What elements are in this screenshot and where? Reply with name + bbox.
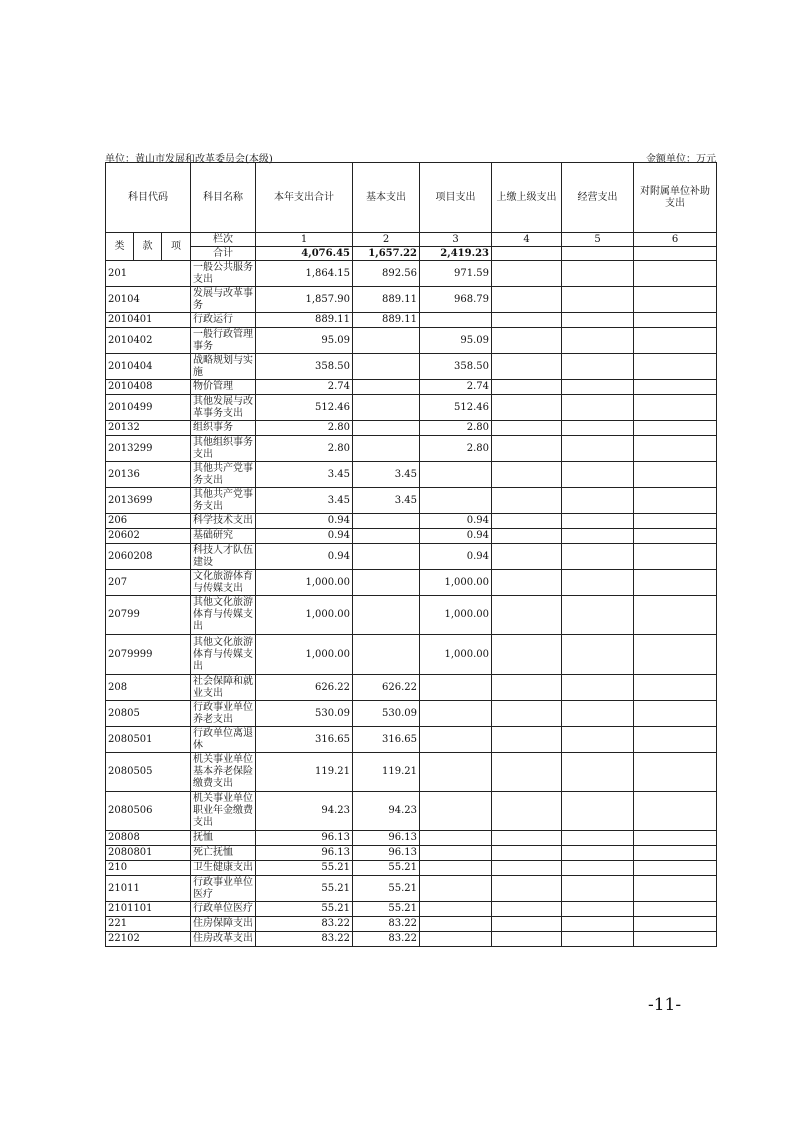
row-subsidy bbox=[634, 596, 717, 635]
table-row bbox=[106, 635, 717, 675]
row-name: 其他文化旅游体育与传媒支出 bbox=[191, 596, 256, 635]
row-subsidy bbox=[634, 328, 717, 354]
header-row bbox=[106, 163, 717, 233]
row-project bbox=[420, 753, 492, 792]
row-code: 22102 bbox=[106, 932, 191, 947]
row-operating bbox=[562, 395, 634, 421]
row-basic bbox=[353, 635, 420, 675]
row-code: 221 bbox=[106, 917, 191, 932]
row-total: 2.80 bbox=[256, 421, 353, 436]
row-upper bbox=[492, 570, 562, 596]
row-upper bbox=[492, 727, 562, 753]
row-name: 行政单位医疗 bbox=[191, 902, 256, 917]
row-basic: 889.11 bbox=[353, 313, 420, 328]
row-operating bbox=[562, 514, 634, 529]
row-name: 住房保障支出 bbox=[191, 917, 256, 932]
row-project: 95.09 bbox=[420, 328, 492, 354]
row-name: 科技人才队伍建设 bbox=[191, 544, 256, 570]
row-project: 968.79 bbox=[420, 287, 492, 313]
table-row bbox=[106, 395, 717, 421]
table-row bbox=[106, 846, 717, 861]
row-project: 971.59 bbox=[420, 261, 492, 287]
table-row bbox=[106, 488, 717, 514]
header-project: 项目支出 bbox=[420, 163, 492, 233]
row-operating bbox=[562, 635, 634, 675]
row-code: 20805 bbox=[106, 701, 191, 727]
row-name: 其他文化旅游体育与传媒支出 bbox=[191, 635, 256, 675]
row-project: 0.94 bbox=[420, 514, 492, 529]
row-basic: 96.13 bbox=[353, 846, 420, 861]
row-project bbox=[420, 488, 492, 514]
table-row bbox=[106, 436, 717, 462]
column-index-row bbox=[106, 233, 717, 247]
row-code: 20808 bbox=[106, 831, 191, 846]
row-total: 0.94 bbox=[256, 514, 353, 529]
row-subsidy bbox=[634, 932, 717, 947]
row-operating bbox=[562, 917, 634, 932]
row-project: 1,000.00 bbox=[420, 596, 492, 635]
row-total: 2.74 bbox=[256, 380, 353, 395]
row-basic: 892.56 bbox=[353, 261, 420, 287]
row-subsidy bbox=[634, 570, 717, 596]
row-code: 201 bbox=[106, 261, 191, 287]
row-code: 20602 bbox=[106, 529, 191, 544]
row-subsidy bbox=[634, 421, 717, 436]
row-subsidy bbox=[634, 831, 717, 846]
row-name: 死亡抚恤 bbox=[191, 846, 256, 861]
row-name: 发展与改革事务 bbox=[191, 287, 256, 313]
row-basic bbox=[353, 421, 420, 436]
row-operating bbox=[562, 287, 634, 313]
row-total: 3.45 bbox=[256, 462, 353, 488]
row-upper bbox=[492, 861, 562, 876]
row-subsidy bbox=[634, 462, 717, 488]
row-subsidy bbox=[634, 544, 717, 570]
header-subsidy: 对附属单位补助支出 bbox=[634, 163, 717, 233]
row-basic bbox=[353, 395, 420, 421]
row-upper bbox=[492, 792, 562, 831]
row-operating bbox=[562, 380, 634, 395]
row-name: 一般行政管理事务 bbox=[191, 328, 256, 354]
row-total: 626.22 bbox=[256, 675, 353, 701]
row-project bbox=[420, 313, 492, 328]
row-code: 2080506 bbox=[106, 792, 191, 831]
row-basic: 3.45 bbox=[353, 488, 420, 514]
row-basic: 316.65 bbox=[353, 727, 420, 753]
row-total: 2.80 bbox=[256, 436, 353, 462]
table-row bbox=[106, 917, 717, 932]
column-index: 5 bbox=[562, 233, 634, 247]
row-name: 科学技术支出 bbox=[191, 514, 256, 529]
row-operating bbox=[562, 436, 634, 462]
row-code: 2079999 bbox=[106, 635, 191, 675]
row-basic: 626.22 bbox=[353, 675, 420, 701]
row-operating bbox=[562, 831, 634, 846]
row-project: 0.94 bbox=[420, 544, 492, 570]
row-project bbox=[420, 727, 492, 753]
row-name: 机关事业单位职业年金缴费支出 bbox=[191, 792, 256, 831]
total-label: 合计 bbox=[191, 247, 256, 261]
row-subsidy bbox=[634, 753, 717, 792]
row-total: 119.21 bbox=[256, 753, 353, 792]
table-row bbox=[106, 380, 717, 395]
row-operating bbox=[562, 876, 634, 902]
row-upper bbox=[492, 313, 562, 328]
row-operating bbox=[562, 421, 634, 436]
header-kuan: 款 bbox=[134, 233, 162, 261]
row-code: 2060208 bbox=[106, 544, 191, 570]
row-basic: 55.21 bbox=[353, 902, 420, 917]
row-project bbox=[420, 932, 492, 947]
total-value: 1,657.22 bbox=[353, 247, 420, 261]
row-operating bbox=[562, 701, 634, 727]
row-upper bbox=[492, 395, 562, 421]
row-project bbox=[420, 902, 492, 917]
row-subsidy bbox=[634, 902, 717, 917]
row-basic bbox=[353, 380, 420, 395]
row-basic: 889.11 bbox=[353, 287, 420, 313]
header-basic: 基本支出 bbox=[353, 163, 420, 233]
row-name: 行政单位离退休 bbox=[191, 727, 256, 753]
row-name: 行政事业单位医疗 bbox=[191, 876, 256, 902]
row-subsidy bbox=[634, 529, 717, 544]
row-code: 208 bbox=[106, 675, 191, 701]
row-code: 2080501 bbox=[106, 727, 191, 753]
row-subsidy bbox=[634, 701, 717, 727]
header-operating: 经营支出 bbox=[562, 163, 634, 233]
row-upper bbox=[492, 675, 562, 701]
column-index: 2 bbox=[353, 233, 420, 247]
row-name: 基础研究 bbox=[191, 529, 256, 544]
row-upper bbox=[492, 635, 562, 675]
row-total: 1,000.00 bbox=[256, 596, 353, 635]
row-total: 1,864.15 bbox=[256, 261, 353, 287]
header-xiang: 项 bbox=[162, 233, 191, 261]
row-project bbox=[420, 917, 492, 932]
table-row bbox=[106, 701, 717, 727]
row-operating bbox=[562, 596, 634, 635]
table-row bbox=[106, 596, 717, 635]
row-operating bbox=[562, 313, 634, 328]
row-project bbox=[420, 792, 492, 831]
row-project: 1,000.00 bbox=[420, 635, 492, 675]
amount-unit: 金额单位：万元 bbox=[646, 154, 716, 165]
row-project: 358.50 bbox=[420, 354, 492, 380]
total-row bbox=[106, 247, 717, 261]
row-code: 2010402 bbox=[106, 328, 191, 354]
row-total: 0.94 bbox=[256, 529, 353, 544]
row-operating bbox=[562, 753, 634, 792]
row-upper bbox=[492, 596, 562, 635]
row-upper bbox=[492, 354, 562, 380]
row-name: 住房改革支出 bbox=[191, 932, 256, 947]
row-basic bbox=[353, 596, 420, 635]
header-total: 本年支出合计 bbox=[256, 163, 353, 233]
row-name: 组织事务 bbox=[191, 421, 256, 436]
row-name: 其他共产党事务支出 bbox=[191, 462, 256, 488]
row-project: 2.80 bbox=[420, 421, 492, 436]
table-row bbox=[106, 902, 717, 917]
row-name: 物价管理 bbox=[191, 380, 256, 395]
row-project: 0.94 bbox=[420, 529, 492, 544]
total-value bbox=[562, 247, 634, 261]
header-name: 科目名称 bbox=[191, 163, 256, 233]
row-basic bbox=[353, 436, 420, 462]
row-code: 20136 bbox=[106, 462, 191, 488]
table-row bbox=[106, 861, 717, 876]
row-project bbox=[420, 861, 492, 876]
row-subsidy bbox=[634, 917, 717, 932]
row-code: 2010408 bbox=[106, 380, 191, 395]
total-value: 4,076.45 bbox=[256, 247, 353, 261]
table-row bbox=[106, 328, 717, 354]
row-code: 2080801 bbox=[106, 846, 191, 861]
row-operating bbox=[562, 792, 634, 831]
row-subsidy bbox=[634, 635, 717, 675]
row-project bbox=[420, 846, 492, 861]
row-project bbox=[420, 831, 492, 846]
row-name: 卫生健康支出 bbox=[191, 861, 256, 876]
row-upper bbox=[492, 876, 562, 902]
row-code: 2080505 bbox=[106, 753, 191, 792]
row-operating bbox=[562, 727, 634, 753]
row-code: 20799 bbox=[106, 596, 191, 635]
row-operating bbox=[562, 932, 634, 947]
row-total: 0.94 bbox=[256, 544, 353, 570]
row-subsidy bbox=[634, 354, 717, 380]
row-upper bbox=[492, 529, 562, 544]
row-total: 358.50 bbox=[256, 354, 353, 380]
table-row bbox=[106, 462, 717, 488]
row-subsidy bbox=[634, 727, 717, 753]
row-upper bbox=[492, 514, 562, 529]
row-upper bbox=[492, 462, 562, 488]
row-name: 机关事业单位基本养老保险缴费支出 bbox=[191, 753, 256, 792]
row-operating bbox=[562, 462, 634, 488]
row-subsidy bbox=[634, 675, 717, 701]
table-row bbox=[106, 313, 717, 328]
column-index-label: 栏次 bbox=[191, 233, 256, 247]
table-row bbox=[106, 792, 717, 831]
row-subsidy bbox=[634, 287, 717, 313]
row-operating bbox=[562, 544, 634, 570]
row-name: 战略规划与实施 bbox=[191, 354, 256, 380]
table-row bbox=[106, 727, 717, 753]
row-basic bbox=[353, 570, 420, 596]
table-row bbox=[106, 570, 717, 596]
row-total: 316.65 bbox=[256, 727, 353, 753]
row-code: 2101101 bbox=[106, 902, 191, 917]
row-code: 2013699 bbox=[106, 488, 191, 514]
row-upper bbox=[492, 831, 562, 846]
row-name: 其他共产党事务支出 bbox=[191, 488, 256, 514]
table-row bbox=[106, 354, 717, 380]
header-lei: 类 bbox=[106, 233, 134, 261]
row-total: 83.22 bbox=[256, 932, 353, 947]
table-row bbox=[106, 932, 717, 947]
row-name: 其他组织事务支出 bbox=[191, 436, 256, 462]
row-total: 96.13 bbox=[256, 846, 353, 861]
column-index: 6 bbox=[634, 233, 717, 247]
row-project bbox=[420, 462, 492, 488]
row-total: 95.09 bbox=[256, 328, 353, 354]
row-project bbox=[420, 675, 492, 701]
column-index: 1 bbox=[256, 233, 353, 247]
table-row bbox=[106, 544, 717, 570]
table-row bbox=[106, 421, 717, 436]
row-upper bbox=[492, 488, 562, 514]
row-upper bbox=[492, 701, 562, 727]
row-basic: 94.23 bbox=[353, 792, 420, 831]
table-row bbox=[106, 514, 717, 529]
row-code: 20132 bbox=[106, 421, 191, 436]
row-total: 1,857.90 bbox=[256, 287, 353, 313]
row-basic: 83.22 bbox=[353, 932, 420, 947]
row-basic bbox=[353, 328, 420, 354]
row-upper bbox=[492, 421, 562, 436]
row-project: 2.74 bbox=[420, 380, 492, 395]
row-subsidy bbox=[634, 861, 717, 876]
row-project: 1,000.00 bbox=[420, 570, 492, 596]
row-total: 83.22 bbox=[256, 917, 353, 932]
column-index: 4 bbox=[492, 233, 562, 247]
row-subsidy bbox=[634, 436, 717, 462]
row-basic: 530.09 bbox=[353, 701, 420, 727]
row-operating bbox=[562, 570, 634, 596]
row-upper bbox=[492, 932, 562, 947]
table-row bbox=[106, 261, 717, 287]
row-total: 55.21 bbox=[256, 876, 353, 902]
total-value bbox=[492, 247, 562, 261]
row-basic bbox=[353, 514, 420, 529]
row-project: 2.80 bbox=[420, 436, 492, 462]
row-operating bbox=[562, 354, 634, 380]
row-total: 55.21 bbox=[256, 902, 353, 917]
row-upper bbox=[492, 328, 562, 354]
row-operating bbox=[562, 861, 634, 876]
row-upper bbox=[492, 380, 562, 395]
row-total: 1,000.00 bbox=[256, 570, 353, 596]
total-value: 2,419.23 bbox=[420, 247, 492, 261]
row-total: 94.23 bbox=[256, 792, 353, 831]
row-upper bbox=[492, 544, 562, 570]
row-basic: 83.22 bbox=[353, 917, 420, 932]
row-total: 1,000.00 bbox=[256, 635, 353, 675]
row-upper bbox=[492, 902, 562, 917]
row-basic bbox=[353, 529, 420, 544]
row-subsidy bbox=[634, 846, 717, 861]
row-basic bbox=[353, 354, 420, 380]
row-name: 其他发展与改革事务支出 bbox=[191, 395, 256, 421]
row-subsidy bbox=[634, 261, 717, 287]
row-basic: 119.21 bbox=[353, 753, 420, 792]
row-operating bbox=[562, 488, 634, 514]
header-code: 科目代码 bbox=[106, 163, 191, 233]
row-code: 21011 bbox=[106, 876, 191, 902]
row-basic: 55.21 bbox=[353, 861, 420, 876]
row-operating bbox=[562, 902, 634, 917]
row-upper bbox=[492, 846, 562, 861]
row-upper bbox=[492, 287, 562, 313]
row-total: 530.09 bbox=[256, 701, 353, 727]
row-project: 512.46 bbox=[420, 395, 492, 421]
total-value bbox=[634, 247, 717, 261]
column-index: 3 bbox=[420, 233, 492, 247]
row-basic: 96.13 bbox=[353, 831, 420, 846]
row-total: 3.45 bbox=[256, 488, 353, 514]
row-project bbox=[420, 701, 492, 727]
row-code: 20104 bbox=[106, 287, 191, 313]
header-upper: 上缴上级支出 bbox=[492, 163, 562, 233]
row-subsidy bbox=[634, 380, 717, 395]
row-total: 512.46 bbox=[256, 395, 353, 421]
row-total: 55.21 bbox=[256, 861, 353, 876]
table-row bbox=[106, 287, 717, 313]
table-row bbox=[106, 529, 717, 544]
row-subsidy bbox=[634, 876, 717, 902]
row-code: 2013299 bbox=[106, 436, 191, 462]
row-operating bbox=[562, 261, 634, 287]
row-total: 889.11 bbox=[256, 313, 353, 328]
row-subsidy bbox=[634, 792, 717, 831]
row-basic: 3.45 bbox=[353, 462, 420, 488]
page-number: -11- bbox=[648, 995, 682, 1015]
row-subsidy bbox=[634, 488, 717, 514]
row-name: 一般公共服务支出 bbox=[191, 261, 256, 287]
row-upper bbox=[492, 436, 562, 462]
row-code: 2010401 bbox=[106, 313, 191, 328]
row-code: 210 bbox=[106, 861, 191, 876]
row-code: 206 bbox=[106, 514, 191, 529]
row-operating bbox=[562, 328, 634, 354]
row-upper bbox=[492, 917, 562, 932]
table-row bbox=[106, 675, 717, 701]
row-operating bbox=[562, 675, 634, 701]
row-operating bbox=[562, 846, 634, 861]
row-basic: 55.21 bbox=[353, 876, 420, 902]
table-row bbox=[106, 753, 717, 792]
row-upper bbox=[492, 261, 562, 287]
table-row bbox=[106, 831, 717, 846]
expenditure-table bbox=[105, 162, 717, 947]
row-upper bbox=[492, 753, 562, 792]
row-name: 行政事业单位养老支出 bbox=[191, 701, 256, 727]
row-code: 2010404 bbox=[106, 354, 191, 380]
reporting-unit: 单位：黄山市发展和改革委员会(本级) bbox=[105, 154, 273, 165]
row-total: 96.13 bbox=[256, 831, 353, 846]
table-row bbox=[106, 876, 717, 902]
row-name: 抚恤 bbox=[191, 831, 256, 846]
row-operating bbox=[562, 529, 634, 544]
row-code: 2010499 bbox=[106, 395, 191, 421]
row-name: 行政运行 bbox=[191, 313, 256, 328]
row-name: 社会保障和就业支出 bbox=[191, 675, 256, 701]
row-basic bbox=[353, 544, 420, 570]
row-subsidy bbox=[634, 395, 717, 421]
row-subsidy bbox=[634, 514, 717, 529]
row-subsidy bbox=[634, 313, 717, 328]
row-code: 207 bbox=[106, 570, 191, 596]
row-name: 文化旅游体育与传媒支出 bbox=[191, 570, 256, 596]
row-project bbox=[420, 876, 492, 902]
